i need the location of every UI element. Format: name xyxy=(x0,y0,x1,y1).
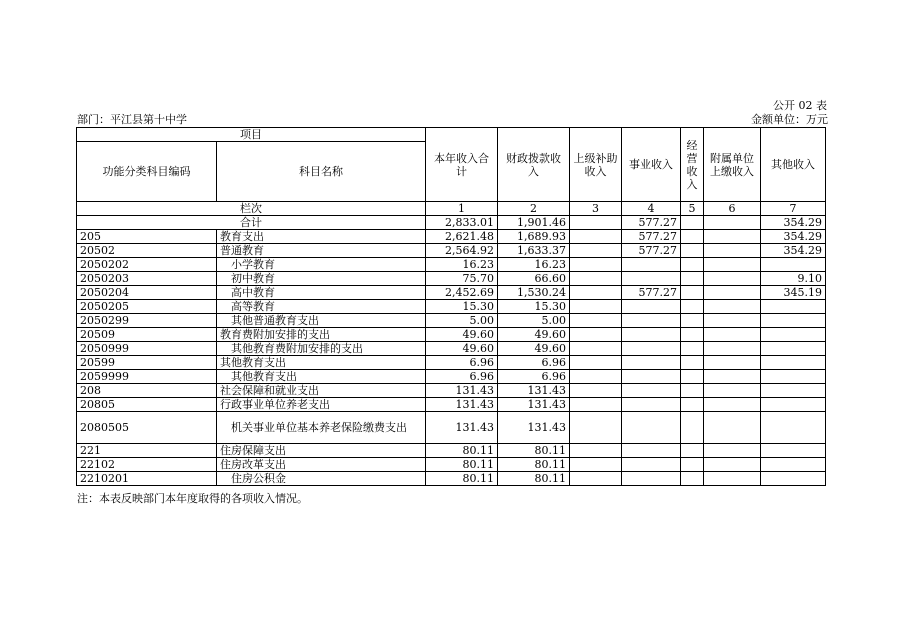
seq-cell: 3 xyxy=(570,202,622,216)
value-cell xyxy=(570,328,622,342)
header-name: 科目名称 xyxy=(217,142,426,202)
header-project: 项目 xyxy=(77,128,426,142)
table-row xyxy=(77,286,826,300)
form-number: 公开 02 表 xyxy=(773,99,827,112)
value-cell xyxy=(570,342,622,356)
value-cell xyxy=(704,444,761,458)
total-label: 合计 xyxy=(77,216,426,230)
value-cell xyxy=(622,356,681,370)
table-row xyxy=(77,300,826,314)
value-cell xyxy=(761,370,826,384)
value-cell: 80.11 xyxy=(498,444,570,458)
value-cell: 15.30 xyxy=(498,300,570,314)
code-cell: 208 xyxy=(77,384,217,398)
footnote: 注：本表反映部门本年度取得的各项收入情况。 xyxy=(77,492,308,505)
value-cell xyxy=(570,356,622,370)
value-cell: 80.11 xyxy=(498,458,570,472)
value-cell: 577.27 xyxy=(622,230,681,244)
name-cell: 住房保障支出 xyxy=(217,444,426,458)
table-row xyxy=(77,458,826,472)
value-cell: 1,689.93 xyxy=(498,230,570,244)
value-cell: 80.11 xyxy=(498,472,570,486)
value-cell xyxy=(681,472,704,486)
code-cell: 22102 xyxy=(77,458,217,472)
value-cell xyxy=(761,300,826,314)
value-cell xyxy=(622,472,681,486)
value-cell: 49.60 xyxy=(498,328,570,342)
value-cell xyxy=(681,412,704,444)
value-cell xyxy=(570,300,622,314)
total-cell: 577.27 xyxy=(622,216,681,230)
value-cell xyxy=(704,458,761,472)
value-cell xyxy=(761,258,826,272)
seq-cell: 1 xyxy=(426,202,498,216)
value-cell: 5.00 xyxy=(426,314,498,328)
value-cell xyxy=(681,370,704,384)
name-cell: 教育费附加安排的支出 xyxy=(217,328,426,342)
name-cell: 小学教育 xyxy=(217,258,426,272)
value-cell: 131.43 xyxy=(498,398,570,412)
header-row-group xyxy=(77,128,826,142)
value-cell xyxy=(761,356,826,370)
seq-cell: 5 xyxy=(681,202,704,216)
value-cell xyxy=(681,272,704,286)
header-total-income: 本年收入合计 xyxy=(426,128,498,202)
table-row xyxy=(77,370,826,384)
code-cell: 2050203 xyxy=(77,272,217,286)
table-row xyxy=(77,328,826,342)
value-cell xyxy=(570,314,622,328)
name-cell: 普通教育 xyxy=(217,244,426,258)
code-cell: 20805 xyxy=(77,398,217,412)
value-cell xyxy=(761,472,826,486)
total-row xyxy=(77,216,826,230)
code-cell: 2050204 xyxy=(77,286,217,300)
table-row xyxy=(77,314,826,328)
value-cell xyxy=(570,370,622,384)
value-cell: 6.96 xyxy=(426,356,498,370)
value-cell xyxy=(704,314,761,328)
header-affiliate-income: 附属单位上缴收入 xyxy=(704,128,761,202)
value-cell: 131.43 xyxy=(426,398,498,412)
value-cell xyxy=(622,314,681,328)
value-cell xyxy=(681,314,704,328)
value-cell xyxy=(681,300,704,314)
total-cell xyxy=(681,216,704,230)
value-cell: 49.60 xyxy=(498,342,570,356)
value-cell: 16.23 xyxy=(498,258,570,272)
value-cell xyxy=(681,458,704,472)
value-cell xyxy=(622,272,681,286)
value-cell: 345.19 xyxy=(761,286,826,300)
name-cell: 初中教育 xyxy=(217,272,426,286)
value-cell xyxy=(622,398,681,412)
value-cell: 49.60 xyxy=(426,328,498,342)
value-cell: 1,530.24 xyxy=(498,286,570,300)
name-cell: 其他教育支出 xyxy=(217,370,426,384)
value-cell xyxy=(570,472,622,486)
value-cell: 131.43 xyxy=(426,412,498,444)
value-cell: 131.43 xyxy=(498,384,570,398)
total-cell xyxy=(704,216,761,230)
value-cell: 49.60 xyxy=(426,342,498,356)
value-cell xyxy=(622,384,681,398)
code-cell: 2050205 xyxy=(77,300,217,314)
value-cell xyxy=(761,458,826,472)
table-row xyxy=(77,342,826,356)
code-cell: 2080505 xyxy=(77,412,217,444)
value-cell xyxy=(570,384,622,398)
value-cell xyxy=(622,458,681,472)
value-cell xyxy=(622,328,681,342)
value-cell xyxy=(704,398,761,412)
value-cell xyxy=(570,258,622,272)
total-cell: 1,901.46 xyxy=(498,216,570,230)
value-cell xyxy=(704,272,761,286)
value-cell xyxy=(622,258,681,272)
header-code: 功能分类科目编码 xyxy=(77,142,217,202)
sequence-row xyxy=(77,202,826,216)
value-cell: 354.29 xyxy=(761,230,826,244)
value-cell: 577.27 xyxy=(622,244,681,258)
value-cell xyxy=(681,384,704,398)
value-cell xyxy=(570,398,622,412)
name-cell: 高等教育 xyxy=(217,300,426,314)
value-cell xyxy=(704,328,761,342)
value-cell xyxy=(704,286,761,300)
table-row xyxy=(77,244,826,258)
table-row xyxy=(77,258,826,272)
value-cell: 577.27 xyxy=(622,286,681,300)
value-cell xyxy=(681,398,704,412)
name-cell: 住房公积金 xyxy=(217,472,426,486)
value-cell xyxy=(681,342,704,356)
table-row xyxy=(77,384,826,398)
value-cell xyxy=(761,314,826,328)
value-cell xyxy=(704,472,761,486)
name-cell: 教育支出 xyxy=(217,230,426,244)
header-business-income: 事业收入 xyxy=(622,128,681,202)
value-cell xyxy=(622,370,681,384)
value-cell xyxy=(704,230,761,244)
value-cell: 66.60 xyxy=(498,272,570,286)
table-row xyxy=(77,412,826,444)
code-cell: 221 xyxy=(77,444,217,458)
value-cell xyxy=(570,444,622,458)
value-cell xyxy=(681,356,704,370)
value-cell xyxy=(681,444,704,458)
value-cell xyxy=(570,458,622,472)
name-cell: 社会保障和就业支出 xyxy=(217,384,426,398)
table-row xyxy=(77,472,826,486)
value-cell xyxy=(761,342,826,356)
value-cell: 80.11 xyxy=(426,472,498,486)
total-cell: 354.29 xyxy=(761,216,826,230)
seq-cell: 6 xyxy=(704,202,761,216)
sequence-label: 栏次 xyxy=(77,202,426,216)
department-label: 部门：平江县第十中学 xyxy=(77,113,187,126)
seq-cell: 7 xyxy=(761,202,826,216)
value-cell: 2,452.69 xyxy=(426,286,498,300)
name-cell: 高中教育 xyxy=(217,286,426,300)
code-cell: 20509 xyxy=(77,328,217,342)
value-cell xyxy=(622,342,681,356)
value-cell xyxy=(570,272,622,286)
value-cell: 80.11 xyxy=(426,444,498,458)
value-cell: 131.43 xyxy=(498,412,570,444)
value-cell xyxy=(681,244,704,258)
value-cell xyxy=(570,412,622,444)
value-cell xyxy=(681,258,704,272)
code-cell: 20599 xyxy=(77,356,217,370)
value-cell xyxy=(704,342,761,356)
name-cell: 其他普通教育支出 xyxy=(217,314,426,328)
amount-unit-label: 金额单位：万元 xyxy=(751,113,828,126)
value-cell: 2,621.48 xyxy=(426,230,498,244)
value-cell xyxy=(681,230,704,244)
name-cell: 行政事业单位养老支出 xyxy=(217,398,426,412)
code-cell: 205 xyxy=(77,230,217,244)
name-cell: 其他教育支出 xyxy=(217,356,426,370)
code-cell: 20502 xyxy=(77,244,217,258)
code-cell: 2050202 xyxy=(77,258,217,272)
seq-cell: 4 xyxy=(622,202,681,216)
code-cell: 2050299 xyxy=(77,314,217,328)
value-cell: 80.11 xyxy=(426,458,498,472)
value-cell: 75.70 xyxy=(426,272,498,286)
table-row xyxy=(77,356,826,370)
total-cell xyxy=(570,216,622,230)
table-row xyxy=(77,272,826,286)
value-cell: 1,633.37 xyxy=(498,244,570,258)
value-cell xyxy=(704,384,761,398)
value-cell: 15.30 xyxy=(426,300,498,314)
value-cell xyxy=(761,328,826,342)
name-cell: 机关事业单位基本养老保险缴费支出 xyxy=(217,412,426,444)
value-cell: 6.96 xyxy=(426,370,498,384)
header-other-income: 其他收入 xyxy=(761,128,826,202)
value-cell: 5.00 xyxy=(498,314,570,328)
value-cell xyxy=(761,384,826,398)
name-cell: 其他教育费附加安排的支出 xyxy=(217,342,426,356)
value-cell xyxy=(570,230,622,244)
income-table xyxy=(76,127,826,486)
value-cell xyxy=(704,300,761,314)
value-cell xyxy=(704,244,761,258)
code-cell: 2050999 xyxy=(77,342,217,356)
table-row xyxy=(77,230,826,244)
header-operating-income: 经营收入 xyxy=(681,128,704,202)
value-cell xyxy=(704,258,761,272)
value-cell xyxy=(704,412,761,444)
table-row xyxy=(77,398,826,412)
value-cell: 6.96 xyxy=(498,356,570,370)
header-fiscal-allocation: 财政拨款收入 xyxy=(498,128,570,202)
code-cell: 2059999 xyxy=(77,370,217,384)
value-cell: 9.10 xyxy=(761,272,826,286)
value-cell xyxy=(761,398,826,412)
value-cell xyxy=(704,356,761,370)
value-cell xyxy=(622,412,681,444)
table-row xyxy=(77,444,826,458)
value-cell xyxy=(681,328,704,342)
value-cell: 131.43 xyxy=(426,384,498,398)
seq-cell: 2 xyxy=(498,202,570,216)
value-cell: 2,564.92 xyxy=(426,244,498,258)
value-cell xyxy=(622,300,681,314)
value-cell: 16.23 xyxy=(426,258,498,272)
code-cell: 2210201 xyxy=(77,472,217,486)
value-cell xyxy=(570,286,622,300)
value-cell xyxy=(761,412,826,444)
total-cell: 2,833.01 xyxy=(426,216,498,230)
value-cell xyxy=(704,370,761,384)
value-cell xyxy=(622,444,681,458)
name-cell: 住房改革支出 xyxy=(217,458,426,472)
value-cell xyxy=(570,244,622,258)
value-cell: 354.29 xyxy=(761,244,826,258)
value-cell xyxy=(681,286,704,300)
header-superior-subsidy: 上级补助收入 xyxy=(570,128,622,202)
value-cell xyxy=(761,444,826,458)
value-cell: 6.96 xyxy=(498,370,570,384)
